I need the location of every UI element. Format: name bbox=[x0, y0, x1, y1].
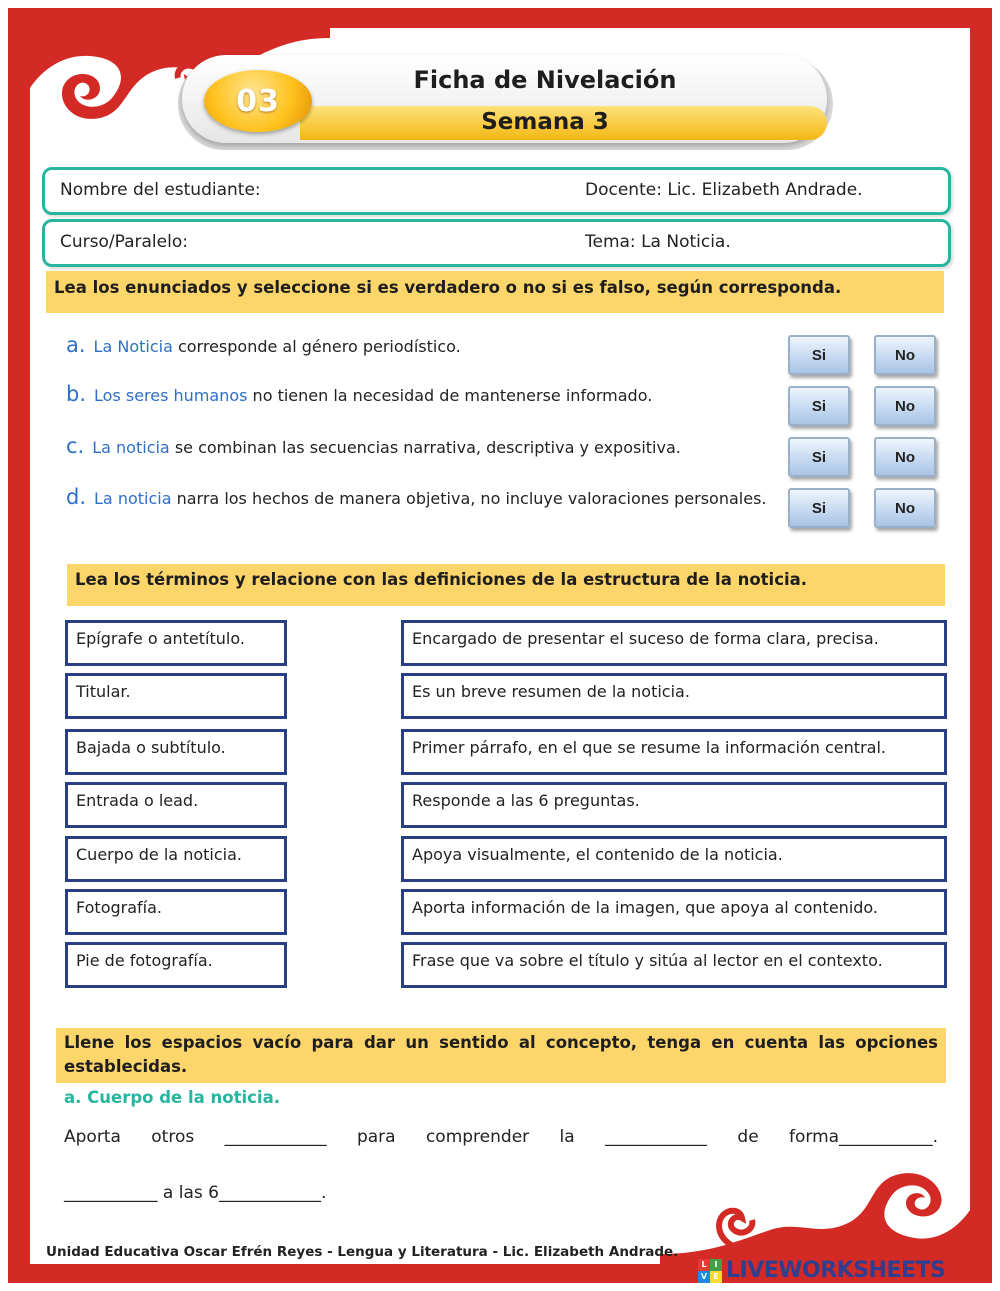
statement-text: se combinan las secuencias narrativa, descriptiva y expositiva. bbox=[169, 438, 681, 457]
definition-label: Primer párrafo, en el que se resume la información central. bbox=[412, 738, 886, 757]
section1-instruction-bar bbox=[46, 271, 944, 313]
statement-text: narra los hechos de manera objetiva, no incluye valoraciones personales. bbox=[171, 489, 767, 508]
statement-a-no-button[interactable]: No bbox=[874, 335, 936, 375]
definition-box[interactable] bbox=[401, 942, 947, 988]
statement-a bbox=[66, 333, 461, 357]
fill-blank-line-2[interactable]: ___________ a las 6____________. bbox=[64, 1183, 327, 1203]
section3-instruction-line1: Llene los espacios vacío para dar un sentido al concepto, tenga en cuenta las opciones bbox=[64, 1033, 938, 1052]
statement-c bbox=[66, 434, 681, 458]
definition-label: Encargado de presentar el suceso de forma clara, precisa. bbox=[412, 629, 879, 648]
course-info-box bbox=[42, 219, 951, 267]
term-label: Bajada o subtítulo. bbox=[76, 738, 226, 757]
definition-box[interactable] bbox=[401, 729, 947, 775]
teacher-label: Docente: Lic. Elizabeth Andrade. bbox=[585, 180, 863, 200]
footer-text: Unidad Educativa Oscar Efrén Reyes - Lengua y Literatura - Lic. Elizabeth Andrade. bbox=[46, 1244, 679, 1260]
worksheet-number-badge: 03 bbox=[204, 70, 312, 132]
definition-box[interactable] bbox=[401, 889, 947, 935]
term-label: Epígrafe o antetítulo. bbox=[76, 629, 245, 648]
statement-a-yes-button[interactable]: Si bbox=[788, 335, 850, 375]
section3-instruction-bar bbox=[56, 1028, 946, 1083]
statement-b-no-button[interactable]: No bbox=[874, 386, 936, 426]
definition-label: Apoya visualmente, el contenido de la noticia. bbox=[412, 845, 783, 864]
term-label: Cuerpo de la noticia. bbox=[76, 845, 242, 864]
term-label: Entrada o lead. bbox=[76, 791, 199, 810]
page-subtitle: Semana 3 bbox=[481, 109, 609, 135]
statement-c-yes-button[interactable]: Si bbox=[788, 437, 850, 477]
student-info-box bbox=[42, 167, 951, 215]
term-box[interactable] bbox=[65, 889, 287, 935]
term-box[interactable] bbox=[65, 942, 287, 988]
statement-c-no-button[interactable]: No bbox=[874, 437, 936, 477]
topic-label: Tema: La Noticia. bbox=[585, 232, 731, 252]
section2-instruction: Lea los términos y relacione con las definiciones de la estructura de la noticia. bbox=[75, 570, 808, 589]
definition-box[interactable] bbox=[401, 620, 947, 666]
statement-highlight: La noticia bbox=[94, 489, 172, 508]
definition-label: Aporta información de la imagen, que apoya al contenido. bbox=[412, 898, 879, 917]
section2-instruction-bar bbox=[67, 564, 945, 606]
student-name-label: Nombre del estudiante: bbox=[60, 180, 261, 200]
statement-d-yes-button[interactable]: Si bbox=[788, 488, 850, 528]
term-box[interactable] bbox=[65, 620, 287, 666]
liveworksheets-logo[interactable] bbox=[698, 1258, 945, 1283]
course-label: Curso/Paralelo: bbox=[60, 232, 188, 252]
statement-d bbox=[66, 485, 767, 509]
statement-d-no-button[interactable]: No bbox=[874, 488, 936, 528]
definition-label: Frase que va sobre el título y sitúa al lector en el contexto. bbox=[412, 951, 883, 970]
statement-letter: d. bbox=[66, 485, 87, 509]
term-box[interactable] bbox=[65, 729, 287, 775]
statement-letter: c. bbox=[66, 434, 85, 458]
term-label: Pie de fotografía. bbox=[76, 951, 213, 970]
definition-label: Responde a las 6 preguntas. bbox=[412, 791, 640, 810]
term-box[interactable] bbox=[65, 836, 287, 882]
fill-item-heading: a. Cuerpo de la noticia. bbox=[64, 1088, 280, 1107]
statement-letter: a. bbox=[66, 333, 86, 357]
definition-label: Es un breve resumen de la noticia. bbox=[412, 682, 690, 701]
term-box[interactable] bbox=[65, 673, 287, 719]
statement-highlight: La Noticia bbox=[93, 337, 173, 356]
term-label: Titular. bbox=[76, 682, 131, 701]
term-label: Fotografía. bbox=[76, 898, 162, 917]
section1-instruction: Lea los enunciados y seleccione si es verdadero o no si es falso, según corresponda. bbox=[54, 278, 842, 297]
definition-box[interactable] bbox=[401, 782, 947, 828]
statement-b bbox=[66, 382, 652, 406]
definition-box[interactable] bbox=[401, 836, 947, 882]
page-title: Ficha de Nivelación bbox=[413, 66, 677, 94]
statement-highlight: Los seres humanos bbox=[94, 386, 248, 405]
liveworksheets-brand: LIVEWORKSHEETS bbox=[726, 1258, 946, 1283]
statement-highlight: La noticia bbox=[92, 438, 170, 457]
definition-box[interactable] bbox=[401, 673, 947, 719]
fill-blank-line-1[interactable]: Aporta otros ____________ para comprender la ____________ de forma___________. bbox=[64, 1127, 938, 1147]
term-box[interactable] bbox=[65, 782, 287, 828]
section3-instruction-line2: establecidas. bbox=[64, 1057, 188, 1076]
statement-b-yes-button[interactable]: Si bbox=[788, 386, 850, 426]
statement-letter: b. bbox=[66, 382, 87, 406]
liveworksheets-logo-icon: L I V E bbox=[698, 1259, 722, 1283]
swirl-ornament-bottom-right bbox=[660, 1150, 970, 1264]
statement-text: no tienen la necesidad de mantenerse informado. bbox=[247, 386, 653, 405]
statement-text: corresponde al género periodístico. bbox=[172, 337, 461, 356]
